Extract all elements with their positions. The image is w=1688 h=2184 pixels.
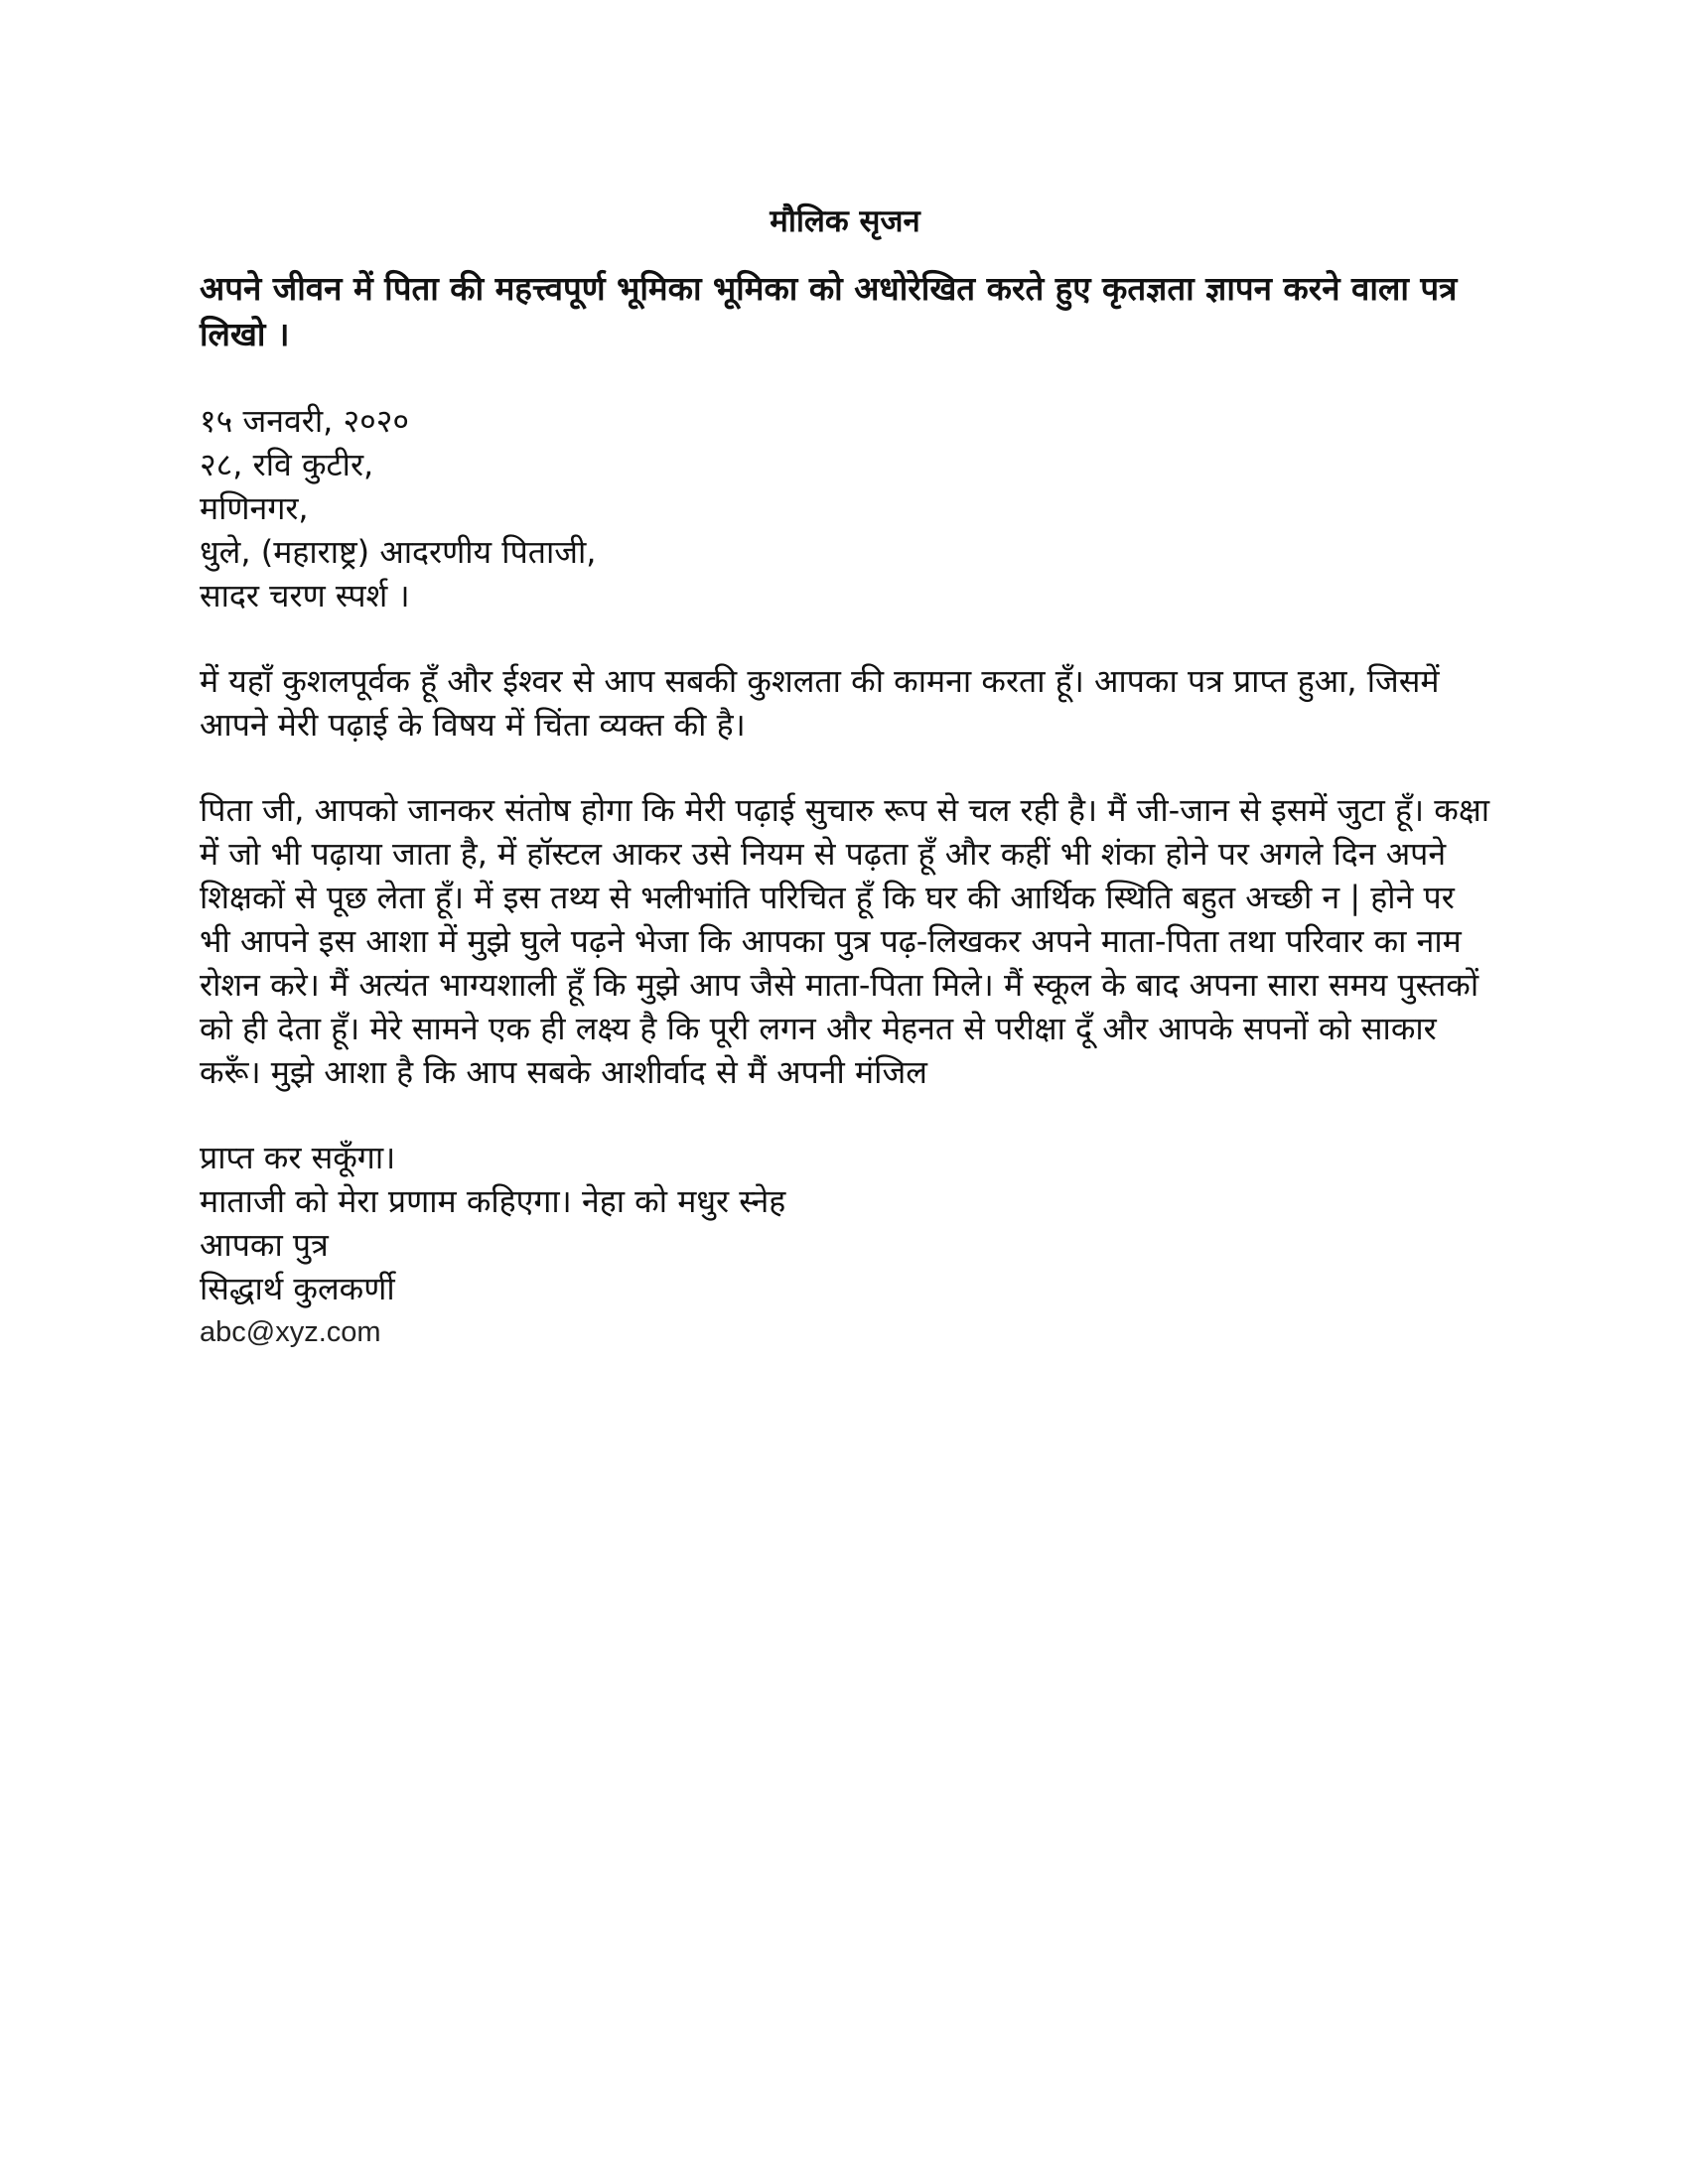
email-address: abc@xyz.com bbox=[200, 1316, 381, 1348]
greeting: सादर चरण स्पर्श । bbox=[200, 577, 410, 614]
body-paragraph-2: पिता जी, आपको जानकर संतोष होगा कि मेरी पढ़ाई सुचारु रूप से चल रही है। मैं जी-जान से इसमें जुटा हूँ। कक्षा में जो भी पढ़ाया जाता है, में हॉस्टल आकर उसे नियम से पढ़ता हूँ और कहीं भी शंका होने पर अगले दिन अपने शिक्षकों से पूछ लेता हूँ। में इस तथ्य से भलीभांति परिचित हूँ कि घर की आर्थिक स्थिति बहुत अच्छी न | होने पर भी आपने इस आशा में मुझे घुले पढ़ने भेजा कि आपका पुत्र पढ़-लिखकर अपने माता-पिता तथा परिवार का नाम रोशन करे। मैं अत्यंत भाग्यशाली हूँ कि मुझे आप जैसे माता-पिता मिले। मैं स्कूल के बाद अपना सारा समय पुस्तकों को ही देता हूँ। मेरे सामने एक ही लक्ष्य है कि पूरी लगन और मेहनत से परीक्षा दूँ और आपके सपनों को साकार करूँ। मुझे आशा है कि आप सबके आशीर्वाद से मैं अपनी मंजिल bbox=[200, 791, 1490, 1091]
document-title: मौलिक सृजन bbox=[770, 204, 920, 239]
address-line-1: २८, रवि कुटीर, bbox=[200, 446, 374, 483]
closing-line-1: प्राप्त कर सकूँगा। bbox=[200, 1139, 396, 1176]
signature-name: सिद्धार्थ कुलकर्णी bbox=[200, 1270, 395, 1307]
closing-line-2: माताजी को मेरा प्रणाम कहिएगा। नेहा को मधुर स्नेह bbox=[200, 1182, 786, 1220]
closing-line-3: आपका पुत्र bbox=[200, 1226, 329, 1264]
letter-closing bbox=[200, 1136, 1490, 1354]
letter-header bbox=[200, 399, 1490, 617]
address-line-2: मणिनगर, bbox=[200, 489, 309, 527]
letter-date: १५ जनवरी, २०२० bbox=[200, 402, 410, 440]
letter-content bbox=[200, 199, 1490, 1354]
body-paragraph-1: में यहाँ कुशलपूर्वक हूँ और ईश्वर से आप सबकी कुशलता की कामना करता हूँ। आपका पत्र प्राप्त हुआ, जिसमें आपने मेरी पढ़ाई के विषय में चिंता व्यक्त की है। bbox=[200, 662, 1440, 744]
question-text: अपने जीवन में पिता की महत्त्वपूर्ण भूमिका भूमिका को अधोरेखित करते हुए कृतज्ञता ज्ञापन करने वाला पत्र लिखो । bbox=[200, 269, 1458, 353]
address-line-3-salutation: धुले, (महाराष्ट्र) आदरणीय पिताजी, bbox=[200, 533, 597, 571]
